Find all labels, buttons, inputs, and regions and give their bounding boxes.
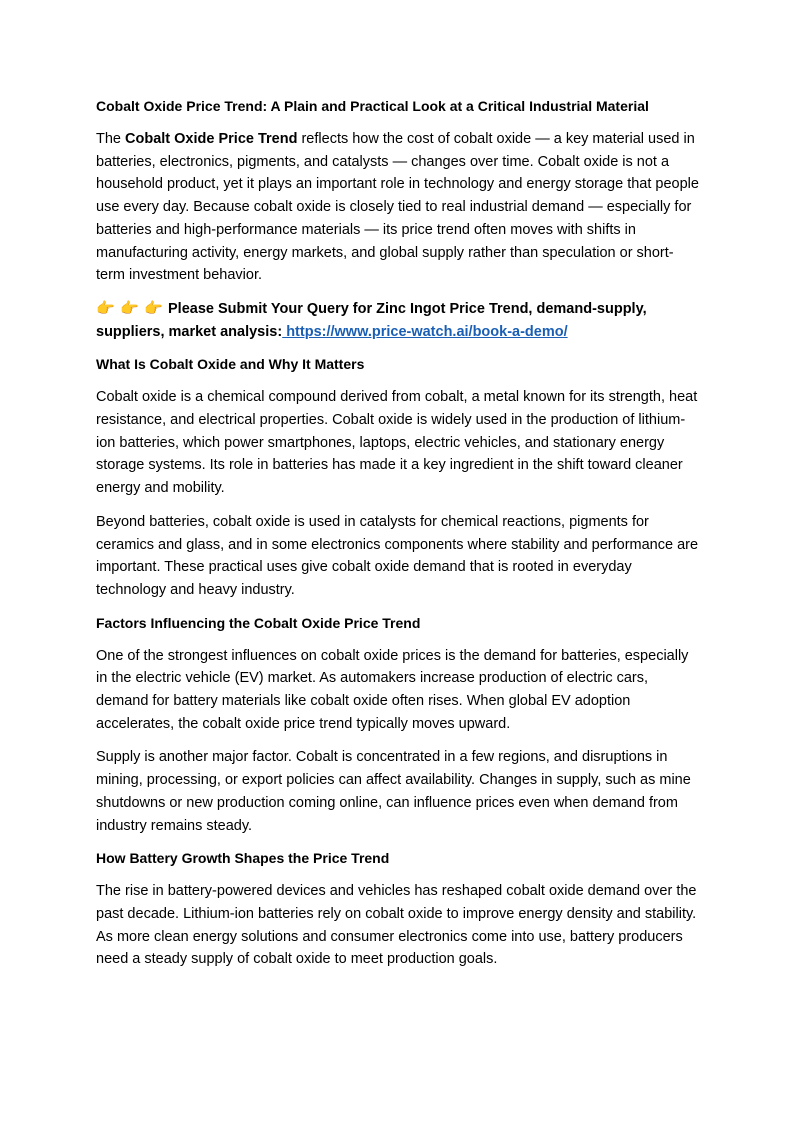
intro-rest: reflects how the cost of cobalt oxide — a key material used in batteries, electronics, pigments, and catalysts — changes over time. Cobalt oxide is not a household product, yet it plays an important role in technology and energy storage that people use every day. Because cobalt oxide is closely tied to real industrial demand — especially for batteries and high-performance materials — its price trend often moves with shifts in manufacturing activity, energy markets, and global supply rather than speculation or short-term investment behavior. [96, 131, 699, 284]
intro-bold-term: Cobalt Oxide Price Trend [125, 131, 298, 147]
section-heading: Factors Influencing the Cobalt Oxide Price Trend [96, 614, 421, 631]
section-heading: How Battery Growth Shapes the Price Trend [96, 850, 390, 867]
document-page [96, 96, 700, 982]
demo-link[interactable]: https://www.price-watch.ai/book-a-demo/ [282, 323, 568, 340]
section-paragraph: The rise in battery-powered devices and vehicles has reshaped cobalt oxide demand over the past decade. Lithium-ion batteries rely on cobalt oxide to improve energy density and stability. As more clean energy solutions and consumer electronics come into use, battery producers need a steady supply of cobalt oxide to meet production goals. [96, 883, 697, 968]
cta-text: Please Submit Your Query for Zinc Ingot Price Trend, demand-supply, suppliers, market analysis: [96, 300, 647, 340]
section-heading: What Is Cobalt Oxide and Why It Matters [96, 356, 365, 373]
pointing-hand-icon: 👉 [96, 299, 115, 317]
pointing-hand-icon: 👉 [120, 299, 139, 317]
pointing-hand-icon: 👉 [144, 299, 163, 317]
intro-prefix: The [96, 131, 126, 147]
section-paragraph: Beyond batteries, cobalt oxide is used in catalysts for chemical reactions, pigments for ceramics and glass, and in some electronics components where stability and performance are important. These practical uses give cobalt oxide demand that is rooted in everyday technology and heavy industry. [96, 513, 699, 598]
section-paragraph: Supply is another major factor. Cobalt is concentrated in a few regions, and disruptions in mining, processing, or export policies can affect availability. Changes in supply, such as mine shutdowns or new production coming online, can influence prices even when demand from industry remains steady. [96, 749, 691, 834]
document-title: Cobalt Oxide Price Trend: A Plain and Practical Look at a Critical Industrial Material [96, 98, 649, 114]
intro-paragraph [96, 128, 700, 287]
section-paragraph: One of the strongest influences on cobalt oxide prices is the demand for batteries, especially in the electric vehicle (EV) market. As automakers increase production of electric cars, demand for battery materials like cobalt oxide often rises. When global EV adoption accelerates, the cobalt oxide price trend typically moves upward. [96, 647, 689, 732]
section-paragraph: Cobalt oxide is a chemical compound derived from cobalt, a metal known for its strength, heat resistance, and electrical properties. Cobalt oxide is widely used in the production of lithium-ion batteries, which power smartphones, laptops, electric vehicles, and stationary energy storage systems. Its role in batteries has made it a key ingredient in the shift toward cleaner energy and mobility. [96, 389, 698, 497]
cta-paragraph [96, 298, 700, 343]
